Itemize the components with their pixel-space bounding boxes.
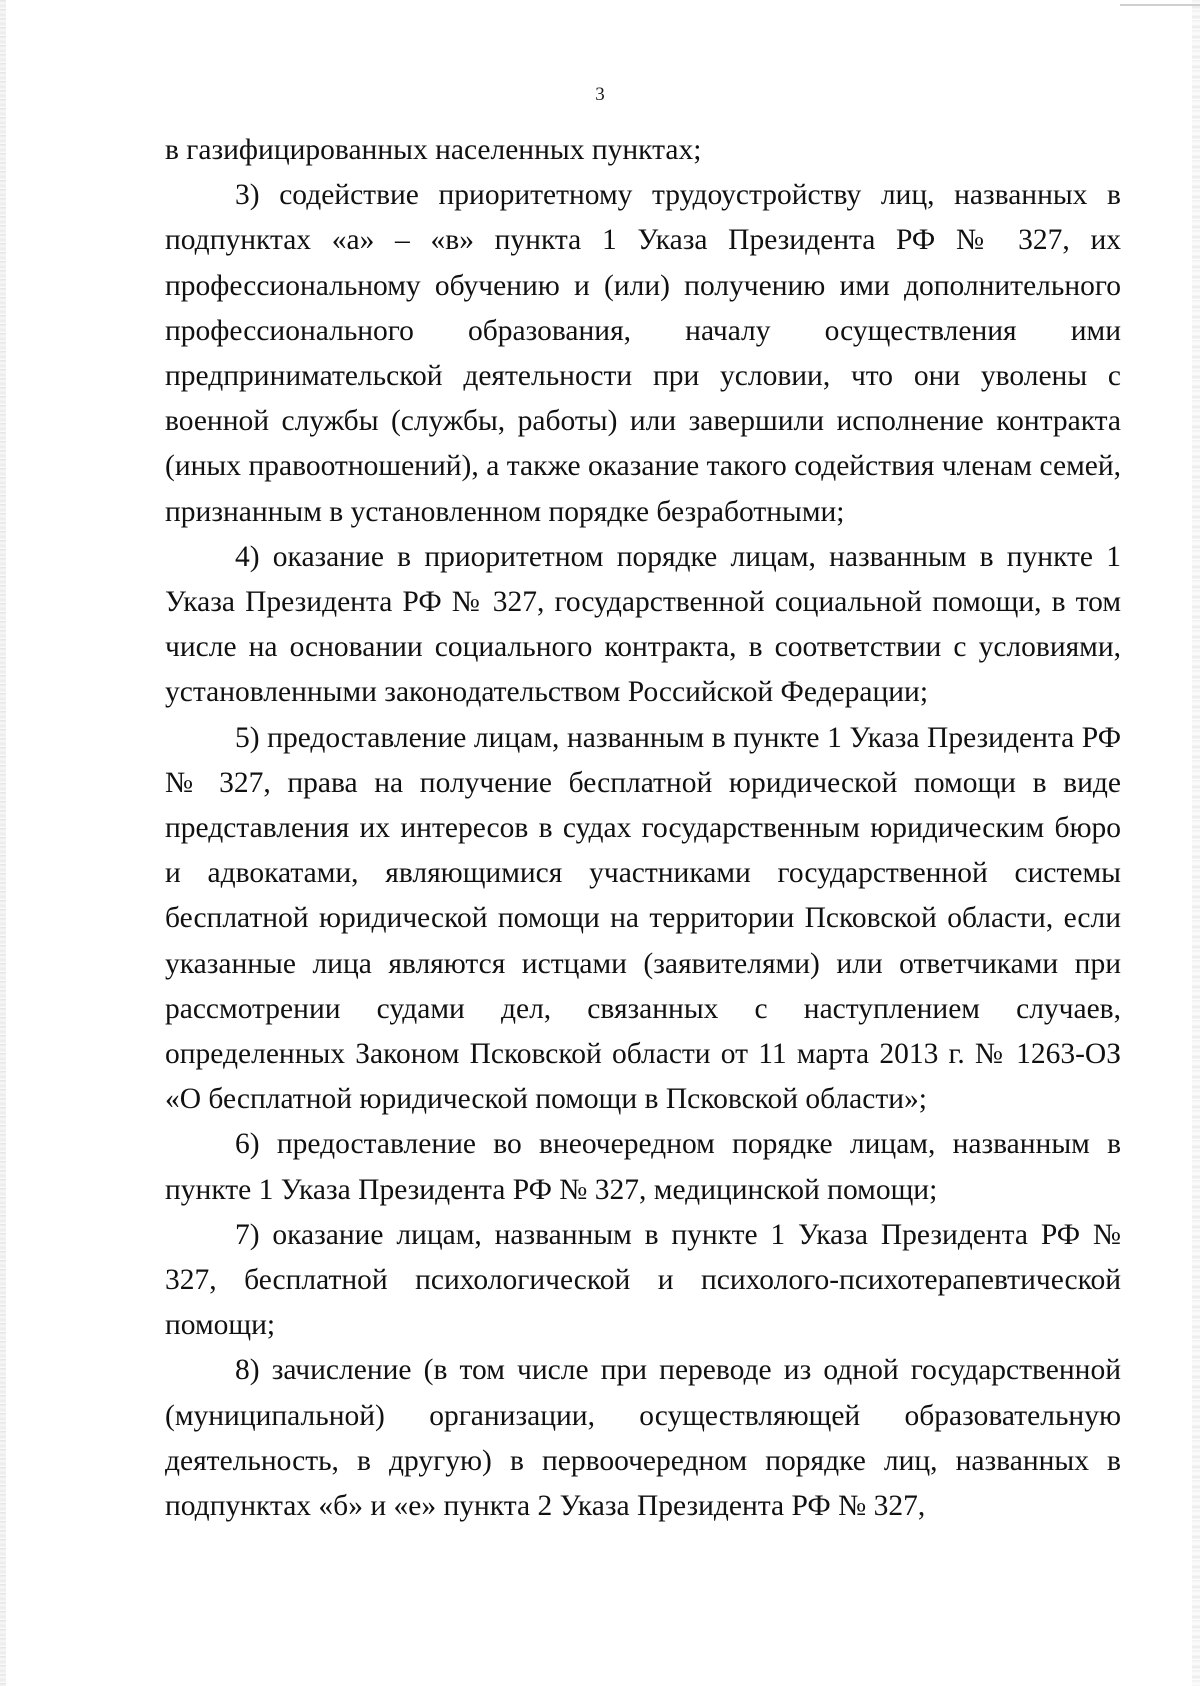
paragraph-item-6: 6) предоставление во внеочередном порядке лицам, названным в пункте 1 Указа Президента РФ № 327, медицинской помощи; bbox=[165, 1128, 1121, 1206]
page-number: 3 bbox=[595, 84, 605, 105]
paragraph-item-7: 7) оказание лицам, названным в пункте 1 Указа Президента РФ № 327, бесплатной психологической и психолого-психотерапевтической помощи; bbox=[165, 1218, 1121, 1342]
scan-edge-left bbox=[0, 0, 6, 1686]
document-body bbox=[165, 128, 1121, 1529]
paragraph-item-8: 8) зачисление (в том числе при переводе из одной государственной (муниципальной) организации, осуществляющей образовательную деятельность, в другую) в первоочередном порядке лиц, названных в подпунктах «б» и «е» пункта 2 Указа Президента РФ № 327, bbox=[165, 1354, 1121, 1523]
scan-edge-right bbox=[1192, 0, 1200, 1686]
paragraph-item-4: 4) оказание в приоритетном порядке лицам, названным в пункте 1 Указа Президента РФ № 327, государственной социальной помощи, в том числе на основании социального контракта, в соответствии с условиями, установленными законодательством Российской Федерации; bbox=[165, 540, 1121, 709]
paragraph-continuation: в газифицированных населенных пунктах; bbox=[165, 134, 702, 166]
paragraph-item-3: 3) содействие приоритетному трудоустройству лиц, названных в подпунктах «а» – «в» пункта 1 Указа Президента РФ № 327, их профессиональному обучению и (или) получению ими дополнительного профессионального образования, началу осуществления ими предпринимательской деятельности при условии, что они уволены с военной службы (службы, работы) или завершили исполнение контракта (иных правоотношений), а также оказание такого содействия членам семей, признанным в установленном порядке безработными; bbox=[165, 179, 1121, 528]
scan-edge-top bbox=[1120, 4, 1200, 6]
paragraph-item-5: 5) предоставление лицам, названным в пункте 1 Указа Президента РФ № 327, права на получение бесплатной юридической помощи в виде представления их интересов в судах государственным юридическим бюро и адвокатами, являющимися участниками государственной системы бесплатной юридической помощи на территории Псковской области, если указанные лица являются истцами (заявителями) или ответчиками при рассмотрении судами дел, связанных с наступлением случаев, определенных Законом Псковской области от 11 марта 2013 г. № 1263-ОЗ «О бесплатной юридической помощи в Псковской области»; bbox=[165, 721, 1121, 1116]
